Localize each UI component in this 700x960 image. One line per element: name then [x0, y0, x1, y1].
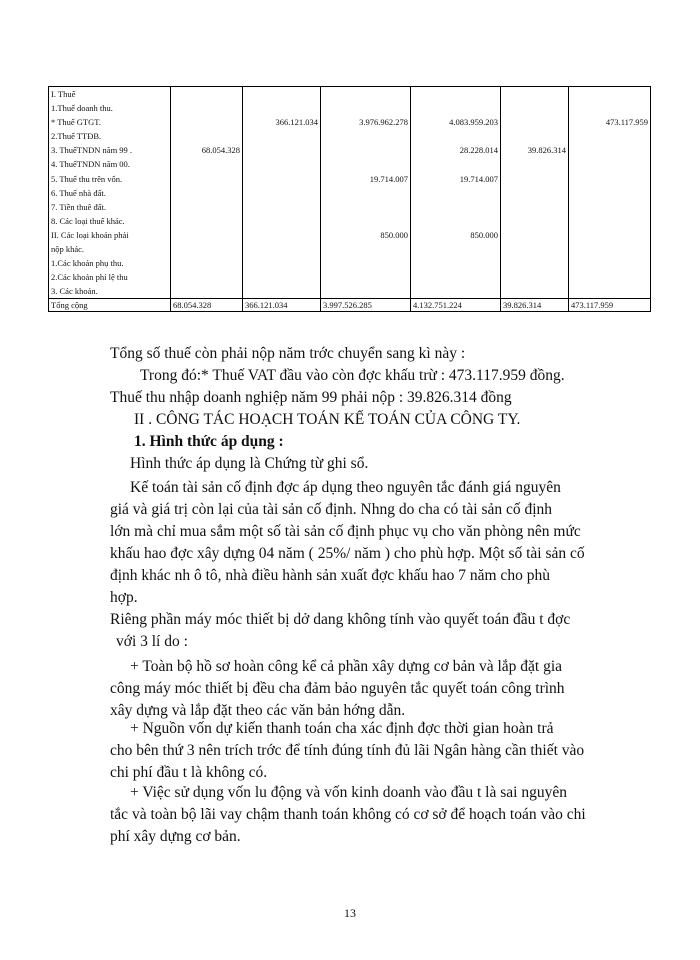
table-cell	[245, 101, 318, 115]
table-cell: 3.976.962.278	[359, 117, 408, 128]
total-cell: 68.054.328	[171, 299, 243, 312]
value-column-1	[171, 87, 243, 299]
table-cell	[571, 172, 648, 186]
paragraph-line: công máy móc thiết bị đều cha đảm bảo nguyên tắc quyết toán công trình	[110, 680, 565, 697]
paragraph-line: Riêng phần máy móc thiết bị dở dang không tính vào quyết toán đầu t đợc	[110, 611, 571, 628]
row-label: II. Các loại khoản phải	[51, 229, 129, 240]
table-cell	[245, 214, 318, 228]
table-cell: 28.228.014	[459, 145, 498, 156]
table-cell	[323, 186, 408, 200]
table-cell	[503, 242, 566, 256]
table-cell	[413, 200, 498, 214]
row-label: 3. Các khoản.	[51, 286, 98, 297]
table-cell	[173, 129, 240, 143]
row-label: 3. ThuếTNDN năm 99 .	[51, 145, 133, 156]
table-cell	[323, 101, 408, 115]
table-body-row	[49, 87, 651, 299]
value-column-5	[501, 87, 569, 299]
table-cell	[173, 284, 240, 298]
table-cell	[245, 256, 318, 270]
table-cell	[413, 101, 498, 115]
table-cell	[503, 157, 566, 171]
paragraph-5	[110, 782, 650, 848]
total-cell: 473.117.959	[569, 299, 651, 312]
paragraph-line: định khác nh ô tô, nhà điều hành sản xuất đợc khấu hao 7 năm cho phù	[110, 567, 550, 584]
table-cell	[571, 242, 648, 256]
table-cell	[503, 101, 566, 115]
summary-line: Tổng số thuế còn phải nộp năm trớc chuyển sang kì này :	[110, 345, 466, 362]
total-cell: 3.997.526.285	[321, 299, 411, 312]
table-cell	[413, 242, 498, 256]
table-cell	[571, 228, 648, 242]
table-cell	[173, 242, 240, 256]
table-cell	[245, 157, 318, 171]
table-cell	[323, 270, 408, 284]
table-cell	[245, 186, 318, 200]
table-cell	[323, 242, 408, 256]
table-cell	[571, 129, 648, 143]
table-cell: 19.714.007	[369, 173, 408, 184]
table-cell	[503, 214, 566, 228]
row-label: nộp khác.	[51, 244, 85, 255]
table-cell	[323, 143, 408, 157]
table-cell	[173, 270, 240, 284]
table-cell	[571, 87, 648, 101]
row-label: 5. Thuế thu trên vốn.	[51, 173, 123, 184]
tax-table	[48, 86, 651, 312]
table-cell	[245, 284, 318, 298]
subsection-heading: 1. Hình thức áp dụng :	[134, 433, 284, 450]
table-cell	[173, 172, 240, 186]
paragraph-2	[110, 609, 650, 653]
paragraph-3	[110, 656, 650, 722]
paragraph-line: + Toàn bộ hồ sơ hoàn công kể cả phần xây dựng cơ bản và lắp đặt gia	[130, 658, 563, 675]
table-cell	[245, 143, 318, 157]
paragraph-line: giá và giá trị còn lại của tài sản cố định. Nhng do cha có tài sản cố định	[110, 501, 553, 518]
table-cell	[571, 256, 648, 270]
table-cell	[413, 270, 498, 284]
row-label: * Thuế GTGT.	[51, 117, 101, 128]
table-cell	[245, 242, 318, 256]
table-cell	[245, 172, 318, 186]
table-cell	[571, 101, 648, 115]
table-cell	[173, 186, 240, 200]
table-cell	[173, 214, 240, 228]
table-cell	[323, 200, 408, 214]
paragraph-line: với 3 lí do :	[116, 633, 188, 650]
summary-block	[110, 343, 650, 475]
table-cell	[503, 228, 566, 242]
row-label: 1.Các khoản phụ thu.	[51, 258, 124, 269]
table-cell	[571, 143, 648, 157]
summary-line: Thuế thu nhập doanh nghiệp năm 99 phải nộp : 39.826.314 đồng	[110, 389, 512, 406]
table-cell	[503, 256, 566, 270]
total-cell: 4.132.751.224	[411, 299, 501, 312]
table-cell	[571, 186, 648, 200]
table-cell	[245, 87, 318, 101]
paragraph-line: Kế toán tài sản cố định đợc áp dụng theo nguyên tắc đánh giá nguyên	[130, 479, 561, 496]
paragraph-line: Hình thức áp dụng là Chứng từ ghi sổ.	[130, 455, 369, 472]
table-cell	[503, 87, 566, 101]
table-cell: 850.000	[380, 229, 408, 240]
table-cell	[323, 129, 408, 143]
table-cell	[571, 284, 648, 298]
total-row	[49, 299, 651, 312]
row-label: 8. Các loại thuế khác.	[51, 215, 125, 226]
row-label: 2.Thuế TTĐB.	[51, 131, 102, 142]
table-cell	[245, 270, 318, 284]
row-label: 1.Thuế doanh thu.	[51, 103, 113, 114]
table-cell	[323, 87, 408, 101]
table-cell	[571, 157, 648, 171]
value-column-4	[411, 87, 501, 299]
paragraph-line: + Nguồn vốn dự kiến thanh toán cha xác định đợc thời gian hoàn trả	[130, 720, 554, 737]
table-cell	[413, 284, 498, 298]
paragraph-line: + Việc sử dụng vốn lu động và vốn kinh doanh vào đầu t là sai nguyên	[130, 784, 567, 801]
table-cell	[173, 200, 240, 214]
paragraph-line: lớn mà chỉ mua sắm một số tài sản cố định phục vụ cho văn phòng nên mức	[110, 523, 581, 540]
table-cell	[323, 214, 408, 228]
table-cell	[503, 284, 566, 298]
table-cell	[413, 129, 498, 143]
table-cell	[173, 101, 240, 115]
paragraph-line: chi phí đầu t là không có.	[110, 764, 268, 781]
table-cell: 4.083.959.203	[449, 117, 498, 128]
table-cell	[173, 256, 240, 270]
total-cell: 366.121.034	[243, 299, 321, 312]
table-cell	[245, 228, 318, 242]
row-label: I. Thuế	[51, 89, 76, 99]
table-cell: 366.121.034	[275, 117, 318, 128]
table-cell	[503, 129, 566, 143]
table-cell	[245, 129, 318, 143]
table-cell	[323, 157, 408, 171]
row-label: 6. Thuế nhà đất.	[51, 187, 106, 198]
table-cell	[413, 157, 498, 171]
row-label: 2.Các khoản phí lệ thu	[51, 272, 128, 283]
paragraph-line: phí xây dựng cơ bản.	[110, 828, 241, 845]
value-column-6	[569, 87, 651, 299]
table-cell	[173, 157, 240, 171]
table-cell	[571, 270, 648, 284]
table-cell: 39.826.314	[527, 145, 566, 156]
table-cell	[503, 186, 566, 200]
paragraph-4	[110, 718, 650, 784]
table-cell	[413, 214, 498, 228]
section-heading: II . CÔNG TÁC HOẠCH TOÁN KẾ TOÁN CỦA CÔNG TY.	[134, 411, 521, 428]
paragraph-line: khấu hao đợc xây dựng 04 năm ( 25%/ năm ) cho phù hợp. Một số tài sản cố	[110, 545, 585, 562]
summary-line: Trong đó:* Thuế VAT đầu vào còn đợc khấu trừ : 473.117.959 đồng.	[140, 367, 565, 384]
paragraph-line: hợp.	[110, 589, 138, 606]
table-cell	[413, 256, 498, 270]
table-cell	[503, 200, 566, 214]
table-cell: 19.714.007	[459, 173, 498, 184]
value-column-3	[321, 87, 411, 299]
paragraph-line: cho bên thứ 3 nên trích trớc để tính đúng tính đủ lãi Ngân hàng cần thiết vào	[110, 742, 585, 759]
table-cell: 850.000	[470, 229, 498, 240]
table-cell	[571, 214, 648, 228]
paragraph-line: tắc và toàn bộ lãi vay chậm thanh toán không có cơ sở để hoạch toán vào chi	[110, 806, 586, 823]
total-cell: 39.826.314	[501, 299, 569, 312]
table-cell: 68.054.328	[201, 145, 240, 156]
table-cell	[503, 115, 566, 129]
table-cell: 473.117.959	[605, 117, 648, 128]
label-column	[49, 87, 171, 299]
table-cell	[323, 256, 408, 270]
table-cell	[413, 186, 498, 200]
table-cell	[173, 115, 240, 129]
row-label: 4. ThuếTNDN năm 00.	[51, 159, 130, 170]
table-cell	[173, 87, 240, 101]
table-cell	[571, 200, 648, 214]
table-cell	[173, 228, 240, 242]
total-label: Tổng cộng	[49, 299, 171, 312]
table-cell	[503, 270, 566, 284]
table-cell	[323, 284, 408, 298]
table-cell	[503, 172, 566, 186]
table-cell	[245, 200, 318, 214]
row-label: 7. Tiền thuê đất.	[51, 201, 107, 212]
page-number: 13	[344, 906, 356, 920]
value-column-2	[243, 87, 321, 299]
paragraph-line: xây dựng và lắp đặt theo các văn bản hớng dẫn.	[110, 702, 406, 719]
paragraph-1	[110, 477, 650, 609]
table-cell	[413, 87, 498, 101]
